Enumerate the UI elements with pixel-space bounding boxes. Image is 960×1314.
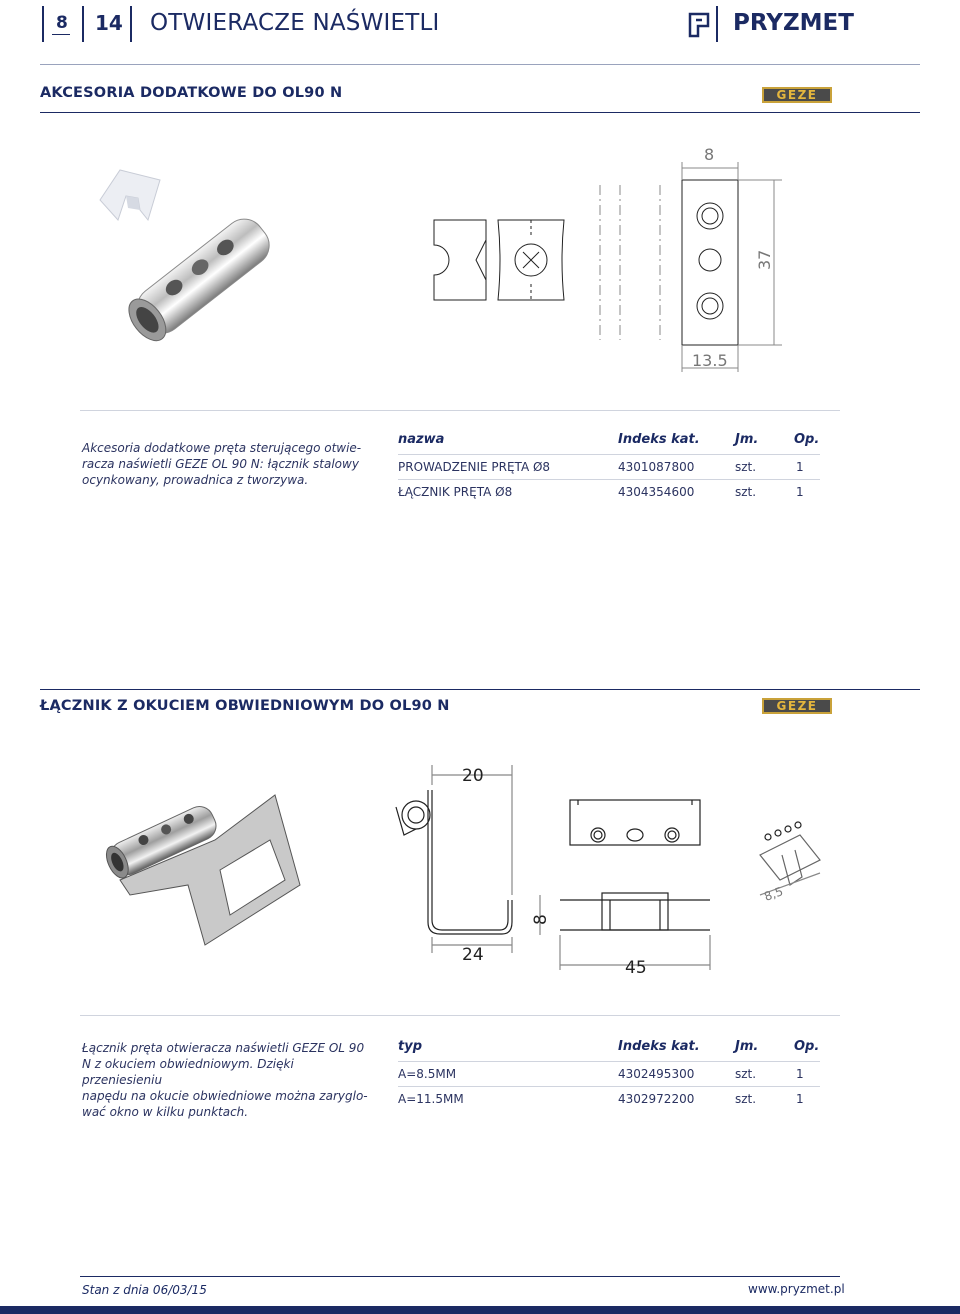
table-row: A=8.5MM 4302495300 szt. 1	[398, 1067, 804, 1081]
dim-side: 8	[531, 914, 551, 925]
page-number: 8	[56, 13, 68, 33]
technical-drawing-connector	[420, 140, 800, 380]
product-photo-fitting	[100, 775, 320, 955]
table-header: typ Indeks kat. Jm. Op.	[398, 1039, 820, 1054]
section-description: Łącznik pręta otwieracza naświetli GEZE OL 90 N z okuciem obwiedniowym. Dzięki przeniesieniu napędu na okucie obwiedniowe można zaryglo- wać okno w kilku punktach.	[82, 1041, 368, 1119]
brand-divider	[716, 6, 718, 42]
table-header: nazwa Indeks kat. Jm. Op.	[398, 432, 820, 447]
footer-bar	[0, 1306, 960, 1314]
dim-bottom: 24	[462, 945, 484, 965]
brand-name: PRYZMET	[733, 10, 854, 36]
pryzmet-logo-icon	[688, 12, 710, 38]
header-divider	[130, 6, 132, 42]
table-row: PROWADZENIE PRĘTA Ø8 4301087800 szt. 1	[398, 460, 804, 474]
dim-detail: 8,5	[762, 884, 785, 904]
section-title: AKCESORIA DODATKOWE DO OL90 N	[40, 85, 343, 101]
chapter-title: OTWIERACZE NAŚWIETLI	[150, 10, 440, 36]
dim-width-bottom: 13.5	[692, 351, 728, 370]
technical-drawing-fitting	[380, 755, 840, 985]
header-rule	[40, 64, 920, 65]
section-divider	[80, 410, 840, 411]
geze-logo: GEZE	[762, 698, 832, 714]
dim-height: 37	[755, 249, 774, 270]
footer-rule	[80, 1276, 840, 1277]
dim-top: 20	[462, 766, 484, 786]
geze-logo: GEZE	[762, 87, 832, 103]
section-rule	[40, 112, 920, 113]
dim-width: 45	[625, 958, 647, 978]
page-number-underline	[52, 34, 70, 35]
dim-width-top: 8	[704, 145, 715, 164]
footer-date: Stan z dnia 06/03/15	[82, 1283, 207, 1297]
header-divider	[42, 6, 44, 42]
product-photo-connector	[90, 160, 310, 360]
footer-url[interactable]: www.pryzmet.pl	[748, 1282, 845, 1296]
section-divider	[80, 1015, 840, 1016]
table-row: A=11.5MM 4302972200 szt. 1	[398, 1092, 804, 1106]
product-table	[398, 1039, 820, 1111]
section-rule	[40, 689, 920, 690]
chapter-number: 14	[95, 11, 123, 35]
section-title: ŁĄCZNIK Z OKUCIEM OBWIEDNIOWYM DO OL90 N	[40, 698, 450, 714]
section-description: Akcesoria dodatkowe pręta sterującego otwie- racza naświetli GEZE OL 90 N: łącznik stalowy ocynkowany, prowadnica z tworzywa.	[82, 441, 362, 487]
product-table	[398, 432, 820, 504]
header-divider	[82, 6, 84, 42]
table-row: ŁĄCZNIK PRĘTA Ø8 4304354600 szt. 1	[398, 485, 804, 499]
